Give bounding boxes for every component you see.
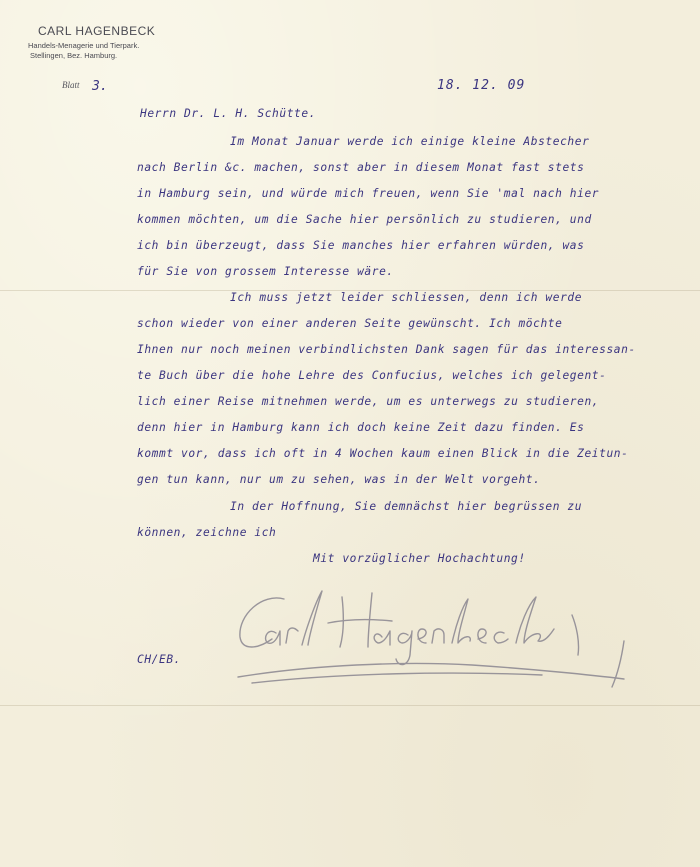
letter-date: 18. 12. 09 xyxy=(437,78,526,93)
page-label: Blatt xyxy=(62,80,80,90)
body-line: Ihnen nur noch meinen verbindlichsten Dank sagen für das interessan- xyxy=(137,343,636,356)
letterhead-subtitle: Handels-Menagerie und Tierpark. xyxy=(28,41,140,50)
body-line: gen tun kann, nur um zu sehen, was in der Welt vorgeht. xyxy=(137,473,541,486)
recipient-line: Herrn Dr. L. H. Schütte. xyxy=(140,107,317,120)
body-line: te Buch über die hohe Lehre des Confucius, welches ich gelegent- xyxy=(137,369,607,382)
body-line: können, zeichne ich xyxy=(137,526,277,539)
letterhead xyxy=(28,24,155,61)
body-line: Im Monat Januar werde ich einige kleine Abstecher xyxy=(230,135,590,148)
closing-line: Mit vorzüglicher Hochachtung! xyxy=(313,552,526,565)
handwritten-signature xyxy=(232,585,632,695)
body-line: ich bin überzeugt, dass Sie manches hier erfahren würden, was xyxy=(137,239,585,252)
body-line: in Hamburg sein, und würde mich freuen, wenn Sie 'mal nach hier xyxy=(137,187,600,200)
paper-fold-line xyxy=(0,705,700,706)
body-line: kommt vor, dass ich oft in 4 Wochen kaum einen Blick in die Zeitun- xyxy=(137,447,629,460)
body-line: nach Berlin &c. machen, sonst aber in diesem Monat fast stets xyxy=(137,161,585,174)
letterhead-company: CARL HAGENBECK xyxy=(38,24,156,38)
typist-initials: CH/EB. xyxy=(137,653,182,666)
page-number: 3. xyxy=(92,79,108,94)
body-line: schon wieder von einer anderen Seite gewünscht. Ich möchte xyxy=(137,317,563,330)
body-line: denn hier in Hamburg kann ich doch keine Zeit dazu finden. Es xyxy=(137,421,585,434)
body-line: lich einer Reise mitnehmen werde, um es unterwegs zu studieren, xyxy=(137,395,600,408)
body-line: In der Hoffnung, Sie demnächst hier begrüssen zu xyxy=(230,500,583,513)
body-line: Ich muss jetzt leider schliessen, denn ich werde xyxy=(230,291,583,304)
letterhead-location: Stellingen, Bez. Hamburg. xyxy=(30,51,118,61)
body-line: kommen möchten, um die Sache hier persönlich zu studieren, und xyxy=(137,213,592,226)
body-line: für Sie von grossem Interesse wäre. xyxy=(137,265,394,278)
